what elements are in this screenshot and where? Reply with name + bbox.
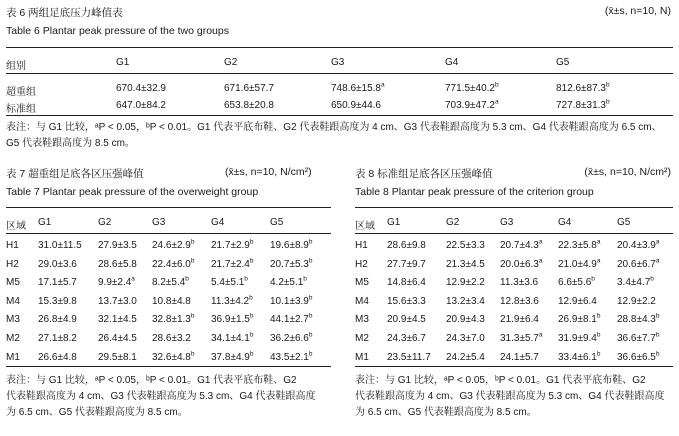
data-cell: 26.8±4.9 — [38, 314, 77, 325]
data-cell: 36.9±1.5$^b$ — [211, 312, 254, 325]
table8-title-en: Table 8 Plantar peak pressure of the criterion group — [355, 186, 594, 198]
significance-superscript: b — [249, 238, 254, 246]
data-cell: 9.9±2.4$^a$ — [98, 275, 135, 288]
significance-superscript: b — [655, 331, 660, 339]
significance-superscript: b — [308, 294, 313, 302]
table8-note-line2: 代表鞋跟高度为 4 cm、G3 代表鞋跟高度为 5.3 cm、G4 代表鞋跟高度 — [355, 391, 665, 402]
significance-superscript: a — [380, 81, 385, 89]
data-cell: 36.6±7.7$^b$ — [617, 331, 660, 344]
header-cell: G1 — [387, 217, 401, 228]
data-cell: 22.5±3.3 — [446, 240, 485, 251]
data-cell: 24.3±7.0 — [446, 333, 485, 344]
table6-mid-rule — [6, 73, 673, 74]
data-cell: 11.3±4.2$^b$ — [211, 294, 253, 307]
row-label: M2 — [355, 333, 369, 344]
data-cell: 26.4±4.5 — [98, 333, 137, 344]
table7-title-cn: 表 7 超重组足底各区压强峰值 — [6, 168, 144, 180]
significance-superscript: b — [650, 275, 654, 283]
table7-note-line3: 为 6.5 cm、G5 代表鞋跟高度为 8.5 cm。 — [6, 407, 188, 418]
significance-superscript: b — [494, 81, 499, 89]
header-cell: 区域 — [355, 221, 375, 232]
header-cell: G3 — [500, 217, 514, 228]
data-cell: 32.1±4.5 — [98, 314, 137, 325]
data-cell: 20.4±3.9$^a$ — [617, 238, 660, 251]
data-cell: 15.3±9.8 — [38, 296, 77, 307]
data-cell: 647.0±84.2 — [116, 100, 166, 111]
significance-superscript: b — [308, 312, 313, 320]
data-cell: 34.1±4.1$^b$ — [211, 331, 254, 344]
header-cell: G5 — [270, 217, 284, 228]
header-cell: G3 — [152, 217, 166, 228]
significance-superscript: a — [538, 257, 543, 265]
table7-top-rule — [6, 207, 331, 208]
significance-superscript: b — [655, 312, 660, 320]
data-cell: 671.6±57.7 — [224, 83, 274, 94]
data-cell: 28.6±9.8 — [387, 240, 426, 251]
row-label: H2 — [355, 259, 368, 270]
row-label: 超重组 — [6, 87, 36, 98]
header-cell: G5 — [617, 217, 631, 228]
significance-superscript: a — [596, 238, 601, 246]
data-cell: 21.0±4.9$^a$ — [558, 257, 601, 270]
row-label: M3 — [355, 314, 369, 325]
data-cell: 31.9±9.4$^b$ — [558, 331, 601, 344]
data-cell: 670.4±32.9 — [116, 83, 166, 94]
data-cell: 37.8±4.9$^b$ — [211, 350, 254, 363]
header-cell: G2 — [224, 57, 238, 68]
header-cell: G4 — [445, 57, 459, 68]
header-cell: 组别 — [6, 61, 26, 72]
data-cell: 11.3±3.6 — [500, 277, 539, 288]
data-cell: 748.6±15.8$^a$ — [331, 81, 385, 94]
table7-note-line2: 代表鞋跟高度为 4 cm、G3 代表鞋跟高度为 5.3 cm、G4 代表鞋跟高度 — [6, 391, 316, 402]
row-label: H1 — [6, 240, 19, 251]
significance-superscript: b — [249, 257, 254, 265]
data-cell: 14.8±6.4 — [387, 277, 426, 288]
data-cell: 20.9±4.5 — [387, 314, 426, 325]
table6-title-cn: 表 6 两组足底压力峰值表 — [6, 7, 123, 19]
table6-note-line2: G5 代表鞋跟高度为 8.5 cm。 — [6, 138, 135, 149]
data-cell: 26.6±4.8 — [38, 352, 77, 363]
data-cell: 21.7±2.9$^b$ — [211, 238, 254, 251]
table8-note-line1: 表注：与 G1 比较，ᵃP < 0.05，ᵇP < 0.01。G1 代表平底布鞋、G2 — [355, 375, 646, 386]
significance-superscript: b — [185, 275, 189, 283]
row-label: 标准组 — [6, 104, 36, 115]
data-cell: 727.8±31.3$^b$ — [556, 98, 610, 111]
significance-superscript: b — [605, 98, 610, 106]
significance-superscript: b — [605, 81, 610, 89]
data-cell: 4.2±5.1$^b$ — [270, 275, 307, 288]
table6-stat: (x̄±s, n=10, N) — [604, 5, 671, 17]
row-label: M5 — [6, 277, 20, 288]
data-cell: 44.1±2.7$^b$ — [270, 312, 313, 325]
significance-superscript: a — [494, 98, 499, 106]
significance-superscript: b — [308, 350, 313, 358]
header-cell: G2 — [98, 217, 112, 228]
data-cell: 24.6±2.9$^b$ — [152, 238, 195, 251]
significance-superscript: b — [308, 238, 313, 246]
header-cell: G5 — [556, 57, 570, 68]
data-cell: 703.9±47.2$^a$ — [445, 98, 499, 111]
table8-bottom-rule — [355, 366, 673, 367]
data-cell: 12.9±2.2 — [446, 277, 485, 288]
significance-superscript: b — [303, 275, 307, 283]
table8-top-rule — [355, 207, 673, 208]
table6-bottom-rule — [6, 115, 673, 116]
data-cell: 771.5±40.2$^b$ — [445, 81, 499, 94]
significance-superscript: a — [655, 257, 660, 265]
significance-superscript: b — [596, 331, 601, 339]
data-cell: 653.8±20.8 — [224, 100, 274, 111]
table8-title-cn: 表 8 标准组足底各区压强峰值 — [355, 168, 493, 180]
significance-superscript: a — [596, 257, 601, 265]
significance-superscript: b — [190, 312, 195, 320]
data-cell: 650.9±44.6 — [331, 100, 381, 111]
data-cell: 33.4±6.1$^b$ — [558, 350, 601, 363]
row-label: M4 — [355, 296, 369, 307]
data-cell: 23.5±11.7 — [387, 352, 431, 363]
data-cell: 20.9±4.3 — [446, 314, 485, 325]
data-cell: 21.9±6.4 — [500, 314, 539, 325]
row-label: H1 — [355, 240, 368, 251]
data-cell: 20.7±4.3$^a$ — [500, 238, 543, 251]
table6-top-rule — [6, 47, 673, 48]
table6-note-line1: 表注：与 G1 比较，ᵃP < 0.05，ᵇP < 0.01。G1 代表平底布鞋、G2 代表鞋跟高度为 4 cm、G3 代表鞋跟高度为 5.3 cm、G4 代表鞋跟高度为 6.5 cm、 — [6, 122, 662, 133]
data-cell: 22.3±5.8$^a$ — [558, 238, 601, 251]
data-cell: 27.9±3.5 — [98, 240, 137, 251]
data-cell: 29.5±8.1 — [98, 352, 137, 363]
significance-superscript: a — [655, 238, 660, 246]
data-cell: 15.6±3.3 — [387, 296, 426, 307]
table8-note-line3: 为 6.5 cm、G5 代表鞋跟高度为 8.5 cm。 — [355, 407, 537, 418]
significance-superscript: b — [596, 350, 601, 358]
data-cell: 812.6±87.3$^b$ — [556, 81, 610, 94]
data-cell: 20.0±6.3$^a$ — [500, 257, 543, 270]
data-cell: 24.1±5.7 — [500, 352, 539, 363]
header-cell: G3 — [331, 57, 345, 68]
significance-superscript: b — [249, 331, 254, 339]
data-cell: 31.0±11.5 — [38, 240, 82, 251]
table7-title-en: Table 7 Plantar peak pressure of the overweight group — [6, 186, 259, 198]
data-cell: 5.4±5.1$^b$ — [211, 275, 248, 288]
data-cell: 8.2±5.4$^b$ — [152, 275, 189, 288]
significance-superscript: b — [249, 294, 253, 302]
data-cell: 36.6±6.5$^b$ — [617, 350, 660, 363]
data-cell: 28.6±5.8 — [98, 259, 137, 270]
significance-superscript: a — [538, 238, 543, 246]
row-label: M1 — [355, 352, 369, 363]
data-cell: 26.9±8.1$^b$ — [558, 312, 601, 325]
data-cell: 12.8±3.6 — [500, 296, 539, 307]
data-cell: 21.7±2.4$^b$ — [211, 257, 254, 270]
table8-mid-rule — [355, 233, 673, 234]
significance-superscript: b — [308, 331, 313, 339]
data-cell: 22.4±6.0$^b$ — [152, 257, 195, 270]
data-cell: 20.6±6.7$^a$ — [617, 257, 660, 270]
row-label: M5 — [355, 277, 369, 288]
table6-title-en: Table 6 Plantar peak pressure of the two groups — [6, 25, 229, 37]
table7-stat: (x̄±s, n=10, N/cm²) — [225, 166, 312, 178]
significance-superscript: b — [249, 312, 254, 320]
significance-superscript: b — [190, 238, 195, 246]
data-cell: 31.3±5.7$^a$ — [500, 331, 543, 344]
data-cell: 43.5±2.1$^b$ — [270, 350, 313, 363]
data-cell: 13.2±3.4 — [446, 296, 485, 307]
significance-superscript: a — [131, 275, 135, 283]
data-cell: 10.8±4.8 — [152, 296, 191, 307]
data-cell: 6.6±5.6$^b$ — [558, 275, 595, 288]
data-cell: 32.8±1.3$^b$ — [152, 312, 195, 325]
significance-superscript: b — [308, 257, 313, 265]
header-cell: G1 — [38, 217, 52, 228]
header-cell: G1 — [116, 57, 130, 68]
data-cell: 36.2±6.6$^b$ — [270, 331, 313, 344]
data-cell: 19.6±8.9$^b$ — [270, 238, 313, 251]
table7-mid-rule — [6, 233, 331, 234]
data-cell: 17.1±5.7 — [38, 277, 77, 288]
row-label: M1 — [6, 352, 20, 363]
table7-bottom-rule — [6, 366, 331, 367]
significance-superscript: b — [591, 275, 595, 283]
significance-superscript: b — [190, 350, 195, 358]
row-label: M2 — [6, 333, 20, 344]
header-cell: G2 — [446, 217, 460, 228]
table7-note-line1: 表注：与 G1 比较，ᵃP < 0.05，ᵇP < 0.01。G1 代表平底布鞋、G2 — [6, 375, 297, 386]
significance-superscript: b — [249, 350, 254, 358]
row-label: M3 — [6, 314, 20, 325]
significance-superscript: a — [538, 331, 543, 339]
data-cell: 24.3±6.7 — [387, 333, 426, 344]
data-cell: 12.9±2.2 — [617, 296, 656, 307]
significance-superscript: b — [596, 312, 601, 320]
row-label: M4 — [6, 296, 20, 307]
significance-superscript: b — [244, 275, 248, 283]
data-cell: 3.4±4.7$^b$ — [617, 275, 654, 288]
data-cell: 10.1±3.9$^b$ — [270, 294, 313, 307]
data-cell: 27.7±9.7 — [387, 259, 426, 270]
data-cell: 28.6±3.2 — [152, 333, 191, 344]
significance-superscript: b — [190, 257, 195, 265]
row-label: H2 — [6, 259, 19, 270]
data-cell: 28.8±4.3$^b$ — [617, 312, 660, 325]
data-cell: 24.2±5.4 — [446, 352, 485, 363]
data-cell: 20.7±5.3$^b$ — [270, 257, 313, 270]
data-cell: 13.7±3.0 — [98, 296, 137, 307]
data-cell: 12.9±6.4 — [558, 296, 597, 307]
data-cell: 32.6±4.8$^b$ — [152, 350, 195, 363]
data-cell: 29.0±3.6 — [38, 259, 77, 270]
significance-superscript: b — [655, 350, 660, 358]
data-cell: 21.3±4.5 — [446, 259, 485, 270]
header-cell: G4 — [211, 217, 225, 228]
data-cell: 27.1±8.2 — [38, 333, 77, 344]
header-cell: G4 — [558, 217, 572, 228]
table8-stat: (x̄±s, n=10, N/cm²) — [584, 166, 671, 178]
header-cell: 区域 — [6, 221, 26, 232]
